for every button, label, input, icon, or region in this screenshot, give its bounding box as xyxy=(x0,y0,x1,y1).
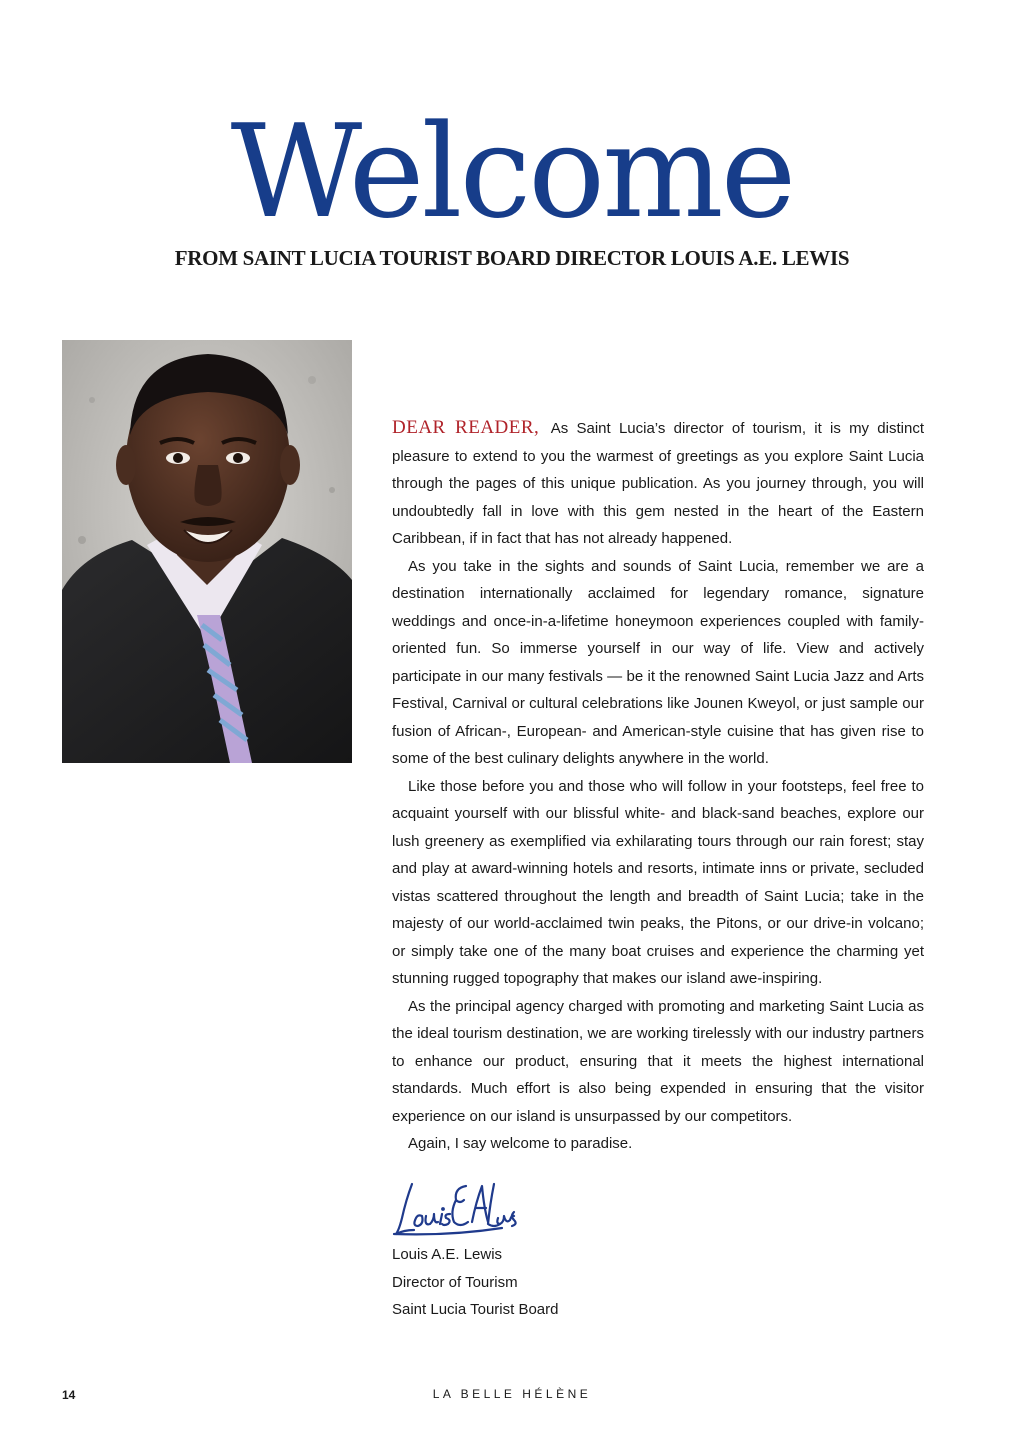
page-title: Welcome xyxy=(230,98,794,247)
letter-paragraph: Like those before you and those who will follow in your footsteps, feel free to acquaint yourself with our blissful white- and black-sand beaches, explore our lush greenery as exemplified via exhilarating tours through our rain forest; stay and play at award-winning hotels and resorts, intimate inns or private, secluded vistas scattered throughout the length and breadth of Saint Lucia; take in the majesty of our world-acclaimed twin peaks, the Pitons, or our drive-in volcano; or simply take one of the many boat cruises and experience the charming yet stunning rugged topography that makes our island awe-inspiring. xyxy=(392,777,924,987)
signer-organization: Saint Lucia Tourist Board xyxy=(392,1301,559,1318)
letter-paragraph-text: As Saint Lucia’s director of tourism, it is my distinct pleasure to extend to you the warmest of greetings as you explore Saint Lucia through the pages of this unique publication. As you journey through, you will undoubtedly fall in love with this gem nested in the heart of the Eastern Caribbean, if in fact that has not already happened. xyxy=(392,420,924,547)
letter-body xyxy=(392,414,924,1158)
letter-paragraph xyxy=(392,414,924,553)
signature-icon xyxy=(390,1178,520,1242)
salutation: DEAR READER, xyxy=(392,417,540,438)
handwritten-signature xyxy=(390,1178,520,1242)
page-subtitle: FROM SAINT LUCIA TOURIST BOARD DIRECTOR LOUIS A.E. LEWIS xyxy=(174,246,850,270)
signer-name: Louis A.E. Lewis xyxy=(392,1246,503,1263)
signer-role: Director of Tourism xyxy=(392,1273,518,1291)
letter-paragraph: As you take in the sights and sounds of Saint Lucia, remember we are a destination internationally acclaimed for legendary romance, signature weddings and once-in-a-lifetime honeymoon experiences coupled with family-oriented fun. So immerse yourself in our way of life. View and actively participate in our many festivals — be it the renowned Saint Lucia Jazz and Arts Festival, Carnival or cultural celebrations like Jounen Kweyol, or just sample our fusion of African-, European- and American-style cuisine that has given rise to some of the best culinary delights anywhere in the world. xyxy=(392,557,924,767)
page-number: 14 xyxy=(62,1388,76,1402)
letter-paragraph: As the principal agency charged with promoting and marketing Saint Lucia as the ideal tourism destination, we are working tirelessly with our industry partners to enhance our product, ensuring that it meets the highest international standards. Much effort is also being expended in ensuring that the visitor experience on our island is unsurpassed by our competitors. xyxy=(392,997,924,1125)
portrait-photo-icon xyxy=(62,340,352,763)
signature-block xyxy=(392,1241,559,1324)
magazine-name: LA BELLE HÉLÈNE xyxy=(432,1387,592,1401)
director-portrait xyxy=(62,340,352,763)
letter-paragraph: Again, I say welcome to paradise. xyxy=(408,1135,633,1152)
